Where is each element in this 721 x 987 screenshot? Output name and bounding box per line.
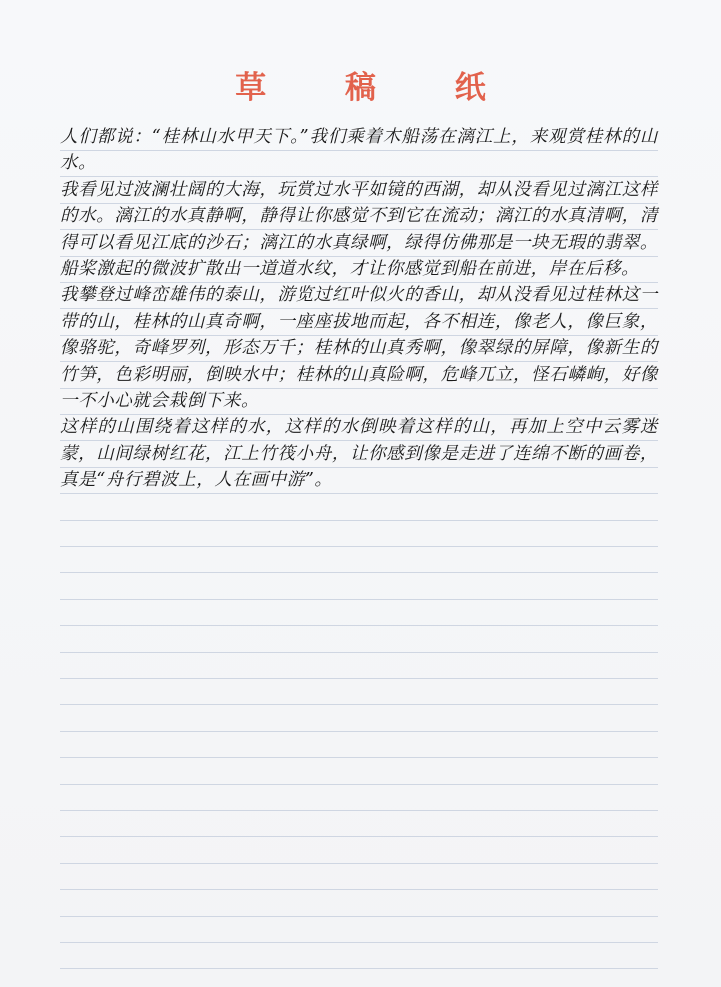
- paragraph: 人们都说：“桂林山水甲天下。”我们乘着木船荡在漓江上，来观赏桂林的山水。: [60, 127, 658, 174]
- ruled-line: [60, 546, 658, 547]
- ruled-line: [60, 731, 658, 732]
- ruled-line: [60, 599, 658, 600]
- ruled-line: [60, 863, 658, 864]
- ruled-line: [60, 520, 658, 521]
- ruled-line: [60, 968, 658, 969]
- ruled-line: [60, 652, 658, 653]
- ruled-line: [60, 704, 658, 705]
- ruled-line: [60, 942, 658, 943]
- ruled-line: [60, 625, 658, 626]
- ruled-line: [60, 916, 658, 917]
- ruled-line: [60, 889, 658, 890]
- ruled-line: [60, 784, 658, 785]
- ruled-line: [60, 836, 658, 837]
- ruled-line: [60, 757, 658, 758]
- page-title: 草 稿 纸: [235, 70, 520, 106]
- ruled-line: [60, 572, 658, 573]
- paragraph: 我攀登过峰峦雄伟的泰山，游览过红叶似火的香山，却从没看见过桂林这一带的山，桂林的山真奇啊，一座座拔地而起，各不相连，像老人，像巨象，像骆驼，奇峰罗列，形态万千；桂林的山真秀啊，像翠绿的屏障，像新生的竹笋，色彩明丽，倒映水中；桂林的山真险啊，危峰兀立，怪石嶙峋，好像一不小心就会栽倒下来。: [60, 285, 658, 412]
- handwritten-text-block: [60, 124, 658, 494]
- paragraph: 我看见过波澜壮阔的大海，玩赏过水平如镜的西湖，却从没看见过漓江这样的水。漓江的水真静啊，静得让你感觉不到它在流动；漓江的水真清啊，清得可以看见江底的沙石；漓江的水真绿啊，绿得仿佛那是一块无瑕的翡翠。船桨激起的微波扩散出一道道水纹，才让你感觉到船在前进，岸在后移。: [60, 179, 658, 280]
- ruled-line: [60, 810, 658, 811]
- ruled-line: [60, 678, 658, 679]
- paragraph: 这样的山围绕着这样的水，这样的水倒映着这样的山，再加上空中云雾迷蒙，山间绿树红花，江上竹筏小舟，让你感到像是走进了连绵不断的画卷，真是“舟行碧波上，人在画中游”。: [60, 417, 658, 491]
